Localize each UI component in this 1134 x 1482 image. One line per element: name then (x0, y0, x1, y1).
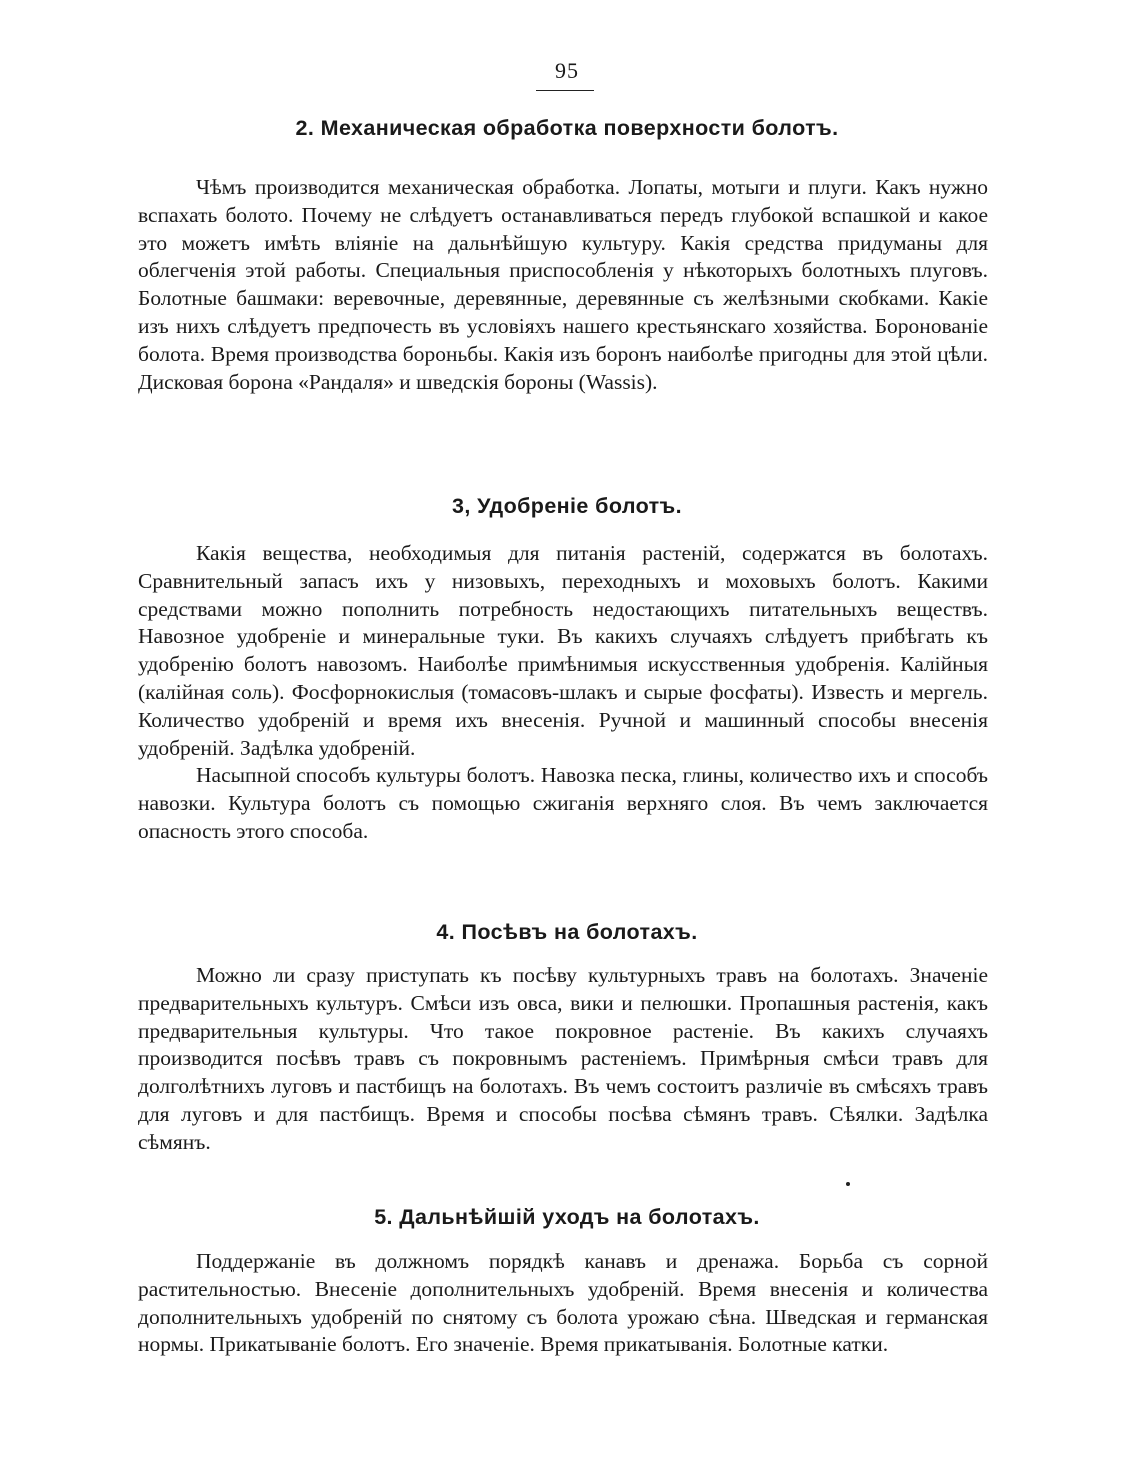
paragraph: Чѣмъ производится механическая обработка. Лопаты, мотыги и плуги. Какъ нужно вспахать болото. Почему не слѣдуетъ останавливаться передъ глубокой вспашкой и какое это можетъ имѣть вліяніе на дальнѣйшую культуру. Какія средства придуманы для облегченія этой работы. Специальныя приспособленія у нѣкоторыхъ болотныхъ плуговъ. Болотные башмаки: веревочные, деревянные, деревянные съ желѣзными скобками. Какіе изъ нихъ слѣдуетъ предпочесть въ условіяхъ нашего крестьянскаго хозяйства. Боронованіе болота. Время производства бороньбы. Какія изъ боронъ наиболѣе пригодны для этой цѣли. Дисковая борона «Рандаля» и шведскія бороны (Wassis). (138, 175, 988, 394)
section-body-3 (138, 540, 988, 846)
section-heading-5: 5. Дальнѣйшій уходъ на болотахъ. (374, 1205, 760, 1229)
section-body-4 (138, 962, 988, 1157)
print-speck (846, 1182, 850, 1186)
section-body-2 (138, 174, 988, 396)
paragraph: Поддержаніе въ должномъ порядкѣ канавъ и дренажа. Борьба съ сорной растительностью. Внесеніе дополнительныхъ удобреній. Время внесенія и количества дополнительныхъ удобреній по снятому съ болота урожаю сѣна. Шведская и германская нормы. Прикатываніе болотъ. Его значеніе. Время прикатыванія. Болотные катки. (138, 1249, 988, 1357)
page-number: 95 (555, 58, 579, 83)
section-body-5 (138, 1248, 988, 1359)
page-number-rule (536, 90, 594, 91)
section-heading-3: 3, Удобреніе болотъ. (452, 494, 682, 518)
section-heading-4: 4. Посѣвъ на болотахъ. (436, 920, 698, 944)
paragraph: Можно ли сразу приступать къ посѣву культурныхъ травъ на болотахъ. Значеніе предварительныхъ культуръ. Смѣси изъ овса, вики и пелюшки. Пропашныя растенія, какъ предварительныя культуры. Что такое покровное растеніе. Въ какихъ случаяхъ производится посѣвъ травъ съ покровнымъ растеніемъ. Примѣрныя смѣси травъ для долголѣтнихъ луговъ и пастбищъ на болотахъ. Въ чемъ состоитъ различіе въ смѣсяхъ травъ для луговъ и для пастбищъ. Время и способы посѣва сѣмянъ травъ. Сѣялки. Задѣлка сѣмянъ. (138, 963, 988, 1154)
paragraph: Какія вещества, необходимыя для питанія растеній, содержатся въ болотахъ. Сравнительный запасъ ихъ у низовыхъ, переходныхъ и моховыхъ болотъ. Какими средствами можно пополнить потребность недостающихъ питательныхъ веществъ. Навозное удобреніе и минеральные туки. Въ какихъ случаяхъ слѣдуетъ прибѣгать къ удобренію болотъ навозомъ. Наиболѣе примѣнимыя искусственныя удобренія. Калійныя (калійная соль). Фосфорнокислыя (томасовъ-шлакъ и сырые фосфаты). Известь и мергель. Количество удобреній и время ихъ внесенія. Ручной и машинный способы внесенія удобреній. Задѣлка удобреній. (138, 541, 988, 760)
section-heading-2: 2. Механическая обработка поверхности болотъ. (295, 116, 839, 140)
paragraph: Насыпной способъ культуры болотъ. Навозка песка, глины, количество ихъ и способъ навозки. Культура болотъ съ помощью сжиганія верхняго слоя. Въ чемъ заключается опасность этого способа. (138, 763, 988, 843)
